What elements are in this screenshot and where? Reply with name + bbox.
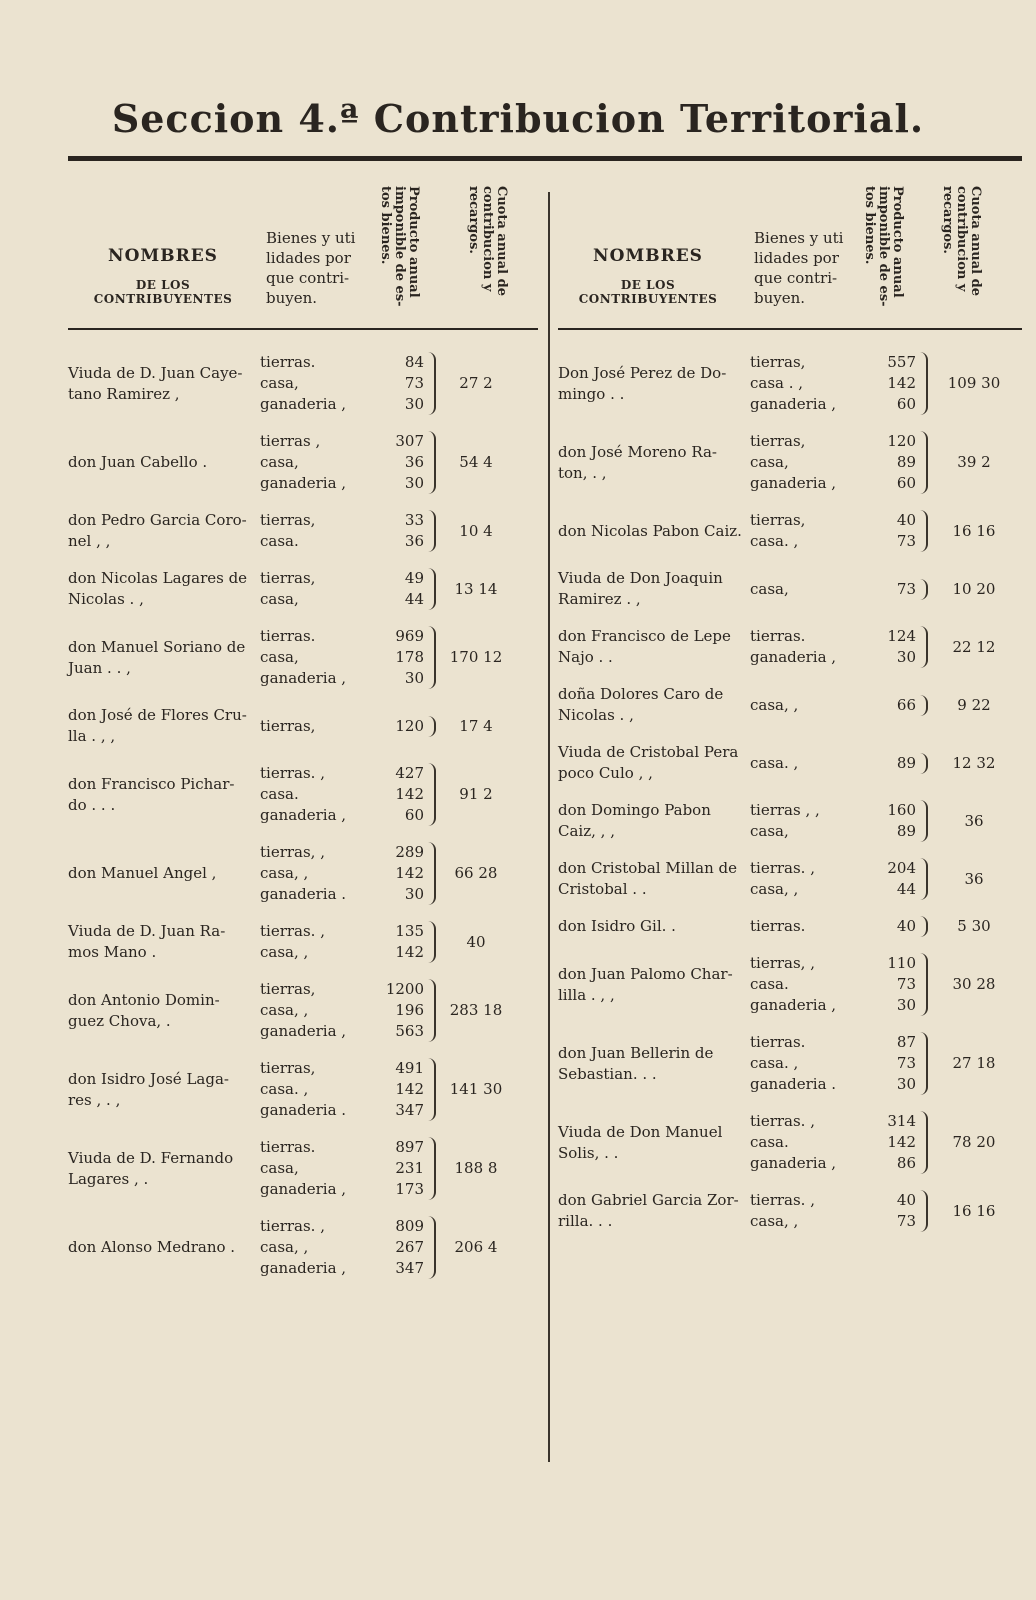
cuota-value: 78 20 — [952, 1133, 996, 1151]
product-value: 60 — [896, 395, 916, 413]
product-value: 73 — [896, 579, 916, 598]
cuota-value: 39 2 — [957, 453, 991, 471]
product-values — [854, 1111, 928, 1174]
contributor-name: don Nicolas Lagares de Nicolas . , — [68, 569, 248, 608]
property-type: casa. , — [750, 753, 799, 772]
contributor-entry — [558, 568, 1022, 610]
contributor-name: Don José Perez de Do- mingo . . — [558, 363, 727, 403]
property-type: casa, , — [260, 1238, 309, 1256]
property-type: tierras , — [260, 432, 321, 450]
cuota-value: 188 8 — [454, 1159, 498, 1177]
cuota-value: 206 4 — [454, 1238, 498, 1256]
product-value: 30 — [404, 669, 424, 687]
property-list — [260, 716, 368, 737]
cuota-value: 66 28 — [454, 864, 498, 882]
product-values — [368, 763, 436, 826]
property-type: casa, , — [260, 864, 309, 882]
property-type: ganaderia . — [260, 1101, 347, 1119]
names-header-sub: DE LOS CONTRIBUYENTES — [93, 278, 233, 306]
property-list — [260, 510, 368, 552]
names-header-sub: DE LOS CONTRIBUYENTES — [578, 278, 718, 306]
contributor-name: don Juan Bellerin de Sebastian. . . — [558, 1043, 714, 1083]
property-type: tierras. , — [750, 859, 815, 877]
property-list — [750, 916, 854, 937]
contributor-name: Viuda de D. Juan Caye- tano Ramirez , — [68, 363, 243, 403]
property-list — [750, 858, 854, 900]
property-type: casa, , — [750, 1212, 799, 1230]
cuota-value: 12 32 — [952, 753, 996, 772]
product-value: 30 — [404, 885, 424, 903]
property-list — [750, 579, 854, 600]
contributor-name: don Nicolas Pabon Caiz. — [558, 521, 742, 540]
property-type: casa, — [750, 822, 789, 840]
product-value: 30 — [896, 996, 916, 1014]
product-value: 897 — [395, 1138, 424, 1156]
property-type: casa, , — [750, 880, 799, 898]
contributor-entry — [558, 431, 1022, 494]
contributor-entry — [558, 858, 1022, 900]
names-header — [558, 246, 738, 306]
product-value: 142 — [395, 864, 424, 882]
product-values — [368, 352, 436, 415]
product-value: 66 — [896, 695, 916, 714]
product-values — [368, 921, 436, 963]
property-list — [750, 352, 854, 415]
contributor-name: don Domingo Pabon Caiz, , , — [558, 801, 711, 840]
property-list — [750, 1032, 854, 1095]
product-value: 30 — [404, 395, 424, 413]
contributor-entry — [558, 352, 1022, 415]
product-values — [854, 695, 928, 716]
contributor-entry — [68, 1216, 538, 1279]
product-value: 120 — [887, 432, 916, 450]
contributor-name: don Francisco de Lepe Najo . . — [558, 627, 731, 666]
product-value: 89 — [896, 822, 916, 840]
product-values — [368, 1216, 436, 1279]
property-type: tierras. — [260, 1138, 316, 1156]
property-type: tierras , , — [750, 801, 820, 819]
cuota-value: 283 18 — [449, 1001, 503, 1019]
property-type: casa. , — [260, 1080, 309, 1098]
cuota-value: 16 16 — [952, 1201, 996, 1220]
left-column — [68, 180, 538, 1295]
property-list — [750, 510, 854, 552]
product-value: 89 — [896, 453, 916, 471]
contributor-entry — [68, 705, 538, 747]
property-type: tierras. — [260, 353, 316, 371]
property-type: tierras. — [750, 917, 806, 935]
product-value: 30 — [404, 474, 424, 492]
product-value: 491 — [395, 1059, 424, 1077]
product-values — [368, 979, 436, 1042]
product-value: 120 — [395, 716, 424, 735]
property-list — [260, 1137, 368, 1200]
product-value: 267 — [395, 1238, 424, 1256]
property-list — [260, 763, 368, 826]
property-type: ganaderia , — [260, 1180, 347, 1198]
product-value: 40 — [896, 917, 916, 935]
contributor-name: Viuda de Don Manuel Solis, . . — [558, 1122, 723, 1162]
property-list — [260, 431, 368, 494]
property-type: tierras. — [260, 627, 316, 645]
cuota-value: 91 2 — [459, 785, 493, 803]
product-value: 40 — [896, 1191, 916, 1209]
product-values — [368, 842, 436, 905]
product-value: 60 — [404, 806, 424, 824]
cuota-value: 170 12 — [449, 648, 503, 666]
product-value: 178 — [395, 648, 424, 666]
contributor-entry — [558, 1032, 1022, 1095]
product-value: 969 — [395, 627, 424, 645]
contributor-entry — [68, 763, 538, 826]
product-value: 347 — [395, 1101, 424, 1119]
property-type: tierras, , — [750, 954, 815, 972]
property-type: tierras, — [260, 980, 316, 998]
cuota-value: 30 28 — [952, 975, 996, 993]
contributor-name: don Gabriel Garcia Zor- rilla. . . — [558, 1191, 739, 1230]
product-values — [854, 579, 928, 600]
property-list — [750, 1190, 854, 1232]
product-value: 135 — [395, 922, 424, 940]
property-type: casa, — [260, 1159, 299, 1177]
product-value: 173 — [395, 1180, 424, 1198]
property-type: tierras. , — [750, 1112, 815, 1130]
names-header-main: NOMBRES — [108, 246, 218, 266]
left-table-header — [68, 180, 538, 330]
product-values — [854, 510, 928, 552]
property-list — [750, 431, 854, 494]
right-column — [558, 180, 1022, 1248]
product-value: 557 — [887, 353, 916, 371]
property-list — [750, 753, 854, 774]
product-value: 36 — [404, 532, 424, 550]
contributor-name: don Antonio Domin- guez Chova, . — [68, 990, 220, 1030]
property-type: ganaderia , — [750, 395, 837, 413]
contributor-entry — [558, 916, 1022, 937]
contributor-name: don Francisco Pichar- do . . . — [68, 774, 235, 814]
contributor-entry — [68, 431, 538, 494]
product-value: 809 — [395, 1217, 424, 1235]
product-values — [854, 753, 928, 774]
product-value: 89 — [896, 753, 916, 772]
product-values — [854, 352, 928, 415]
product-value: 30 — [896, 1075, 916, 1093]
property-type: casa, , — [260, 943, 309, 961]
contributor-name: don Isidro Gil. . — [558, 917, 676, 935]
product-value: 73 — [896, 975, 916, 993]
property-type: tierras. , — [260, 922, 325, 940]
product-values — [368, 431, 436, 494]
property-list — [750, 695, 854, 716]
cuota-value: 27 2 — [459, 374, 493, 392]
property-type: tierras, — [260, 511, 316, 529]
product-values — [368, 1058, 436, 1121]
contributor-entry — [68, 568, 538, 610]
contributor-name: don Cristobal Millan de Cristobal . . — [558, 859, 737, 898]
property-type: tierras, , — [260, 843, 325, 861]
property-type: tierras. — [750, 1033, 806, 1051]
contributor-name: Viuda de D. Fernando Lagares , . — [68, 1148, 234, 1188]
property-list — [260, 352, 368, 415]
contributor-entry — [558, 800, 1022, 842]
column-divider — [548, 192, 550, 1462]
cuota-value: 36 — [964, 869, 984, 888]
product-value: 231 — [395, 1159, 424, 1177]
property-list — [260, 979, 368, 1042]
property-list — [260, 568, 368, 610]
product-values — [854, 1032, 928, 1095]
contributor-entry — [68, 626, 538, 689]
cuota-value: 22 12 — [952, 637, 996, 656]
names-header — [68, 246, 258, 306]
property-type: ganaderia . — [260, 885, 347, 903]
contributor-name: don José de Flores Cru- lla . , , — [68, 706, 247, 745]
contributor-name: Viuda de Cristobal Pera poco Culo , , — [558, 743, 739, 782]
product-value: 347 — [395, 1259, 424, 1277]
product-value: 142 — [395, 785, 424, 803]
property-type: casa . , — [750, 374, 804, 392]
property-list — [260, 842, 368, 905]
page-title: Seccion 4.ª Contribucion Territorial. — [111, 96, 925, 141]
property-type: tierras, — [260, 1059, 316, 1077]
cuota-value: 36 — [964, 811, 984, 830]
contributor-entry — [558, 684, 1022, 726]
property-type: tierras. , — [260, 1217, 325, 1235]
cuota-value: 109 30 — [947, 374, 1001, 392]
property-type: ganaderia , — [260, 1259, 347, 1277]
product-values — [854, 431, 928, 494]
title-rule — [68, 156, 1022, 161]
property-type: casa, — [260, 590, 299, 608]
cuota-value: 13 14 — [454, 579, 498, 598]
cuota-header: Cuota anual de contribucion y recargos. — [466, 186, 509, 296]
property-type: tierras. — [750, 627, 806, 645]
product-value: 73 — [404, 374, 424, 392]
product-value: 196 — [395, 1001, 424, 1019]
property-type: tierras, — [260, 569, 316, 587]
product-values — [368, 568, 436, 610]
bienes-header: Bienes y uti lidades por que contri- buyen. — [266, 229, 356, 307]
cuota-header: Cuota anual de contribucion y recargos. — [940, 186, 983, 296]
cuota-value: 5 30 — [957, 917, 991, 935]
product-values — [368, 716, 436, 737]
contributor-name: don Juan Cabello . — [68, 453, 208, 471]
contributor-name: don Manuel Soriano de Juan . . , — [68, 637, 246, 677]
property-type: casa, — [750, 579, 789, 598]
product-values — [854, 626, 928, 668]
contributor-name: don Alonso Medrano . — [68, 1238, 236, 1256]
contributor-name: Viuda de Don Joaquin Ramirez . , — [558, 569, 723, 608]
property-list — [260, 1216, 368, 1279]
product-value: 160 — [887, 801, 916, 819]
product-values — [368, 626, 436, 689]
product-value: 73 — [896, 1212, 916, 1230]
contributor-entry — [558, 953, 1022, 1016]
cuota-value: 9 22 — [957, 695, 991, 714]
property-type: casa, , — [750, 695, 799, 714]
contributor-entry — [68, 842, 538, 905]
left-entries — [68, 330, 538, 1279]
product-value: 142 — [395, 1080, 424, 1098]
contributor-entry — [558, 510, 1022, 552]
cuota-value: 54 4 — [459, 453, 493, 471]
property-type: casa, — [750, 453, 789, 471]
property-type: casa. — [750, 975, 789, 993]
contributor-name: don Manuel Angel , — [68, 864, 217, 882]
property-type: tierras, — [750, 432, 806, 450]
cuota-value: 10 20 — [952, 579, 996, 598]
cuota-value: 141 30 — [449, 1080, 503, 1098]
cuota-value: 16 16 — [952, 521, 996, 540]
product-value: 84 — [404, 353, 424, 371]
product-value: 142 — [887, 1133, 916, 1151]
property-type: casa. , — [750, 1054, 799, 1072]
property-list — [260, 1058, 368, 1121]
contributor-name: don Pedro Garcia Coro- nel , , — [68, 511, 247, 550]
product-value: 33 — [404, 511, 424, 529]
product-value: 314 — [887, 1112, 916, 1130]
product-value: 40 — [896, 511, 916, 529]
product-value: 44 — [404, 590, 424, 608]
names-header-main: NOMBRES — [593, 246, 703, 266]
property-type: ganaderia , — [750, 648, 837, 666]
product-value: 307 — [395, 432, 424, 450]
producto-header: Producto anual imponible de es- tos bienes. — [862, 186, 905, 307]
product-value: 142 — [395, 943, 424, 961]
product-values — [368, 1137, 436, 1200]
product-values — [854, 800, 928, 842]
contributor-name: doña Dolores Caro de Nicolas . , — [558, 685, 724, 724]
property-type: ganaderia , — [260, 395, 347, 413]
product-value: 60 — [896, 474, 916, 492]
contributor-entry — [68, 1137, 538, 1200]
property-type: casa, — [260, 648, 299, 666]
property-type: casa. , — [750, 532, 799, 550]
property-type: ganaderia , — [260, 1022, 347, 1040]
cuota-value: 17 4 — [459, 716, 493, 735]
cuota-value: 40 — [466, 932, 486, 951]
property-list — [750, 626, 854, 668]
product-value: 73 — [896, 1054, 916, 1072]
product-value: 86 — [896, 1154, 916, 1172]
product-values — [854, 1190, 928, 1232]
contributor-entry — [68, 1058, 538, 1121]
property-type: casa. — [260, 785, 299, 803]
property-type: casa. — [750, 1133, 789, 1151]
property-type: tierras. , — [750, 1191, 815, 1209]
product-value: 36 — [404, 453, 424, 471]
product-values — [368, 510, 436, 552]
property-type: ganaderia , — [260, 806, 347, 824]
product-value: 142 — [887, 374, 916, 392]
producto-header: Producto anual imponible de es- tos bienes. — [378, 186, 421, 307]
property-type: tierras. , — [260, 764, 325, 782]
contributor-name: Viuda de D. Juan Ra- mos Mano . — [68, 922, 226, 961]
property-type: casa. — [260, 532, 299, 550]
property-type: ganaderia , — [260, 474, 347, 492]
cuota-value: 10 4 — [459, 521, 493, 540]
property-type: casa, — [260, 374, 299, 392]
contributor-entry — [68, 352, 538, 415]
contributor-entry — [558, 1190, 1022, 1232]
contributor-entry — [68, 510, 538, 552]
product-value: 44 — [896, 880, 916, 898]
product-value: 110 — [887, 954, 916, 972]
property-type: ganaderia , — [750, 996, 837, 1014]
contributor-entry — [68, 921, 538, 963]
property-type: casa, — [260, 453, 299, 471]
product-value: 87 — [896, 1033, 916, 1051]
right-table-header — [558, 180, 1022, 330]
contributor-entry — [558, 742, 1022, 784]
contributor-entry — [68, 979, 538, 1042]
product-value: 124 — [887, 627, 916, 645]
product-value: 563 — [395, 1022, 424, 1040]
property-list — [260, 626, 368, 689]
product-value: 73 — [896, 532, 916, 550]
property-type: tierras, — [260, 716, 316, 735]
contributor-entry — [558, 1111, 1022, 1174]
contributor-entry — [558, 626, 1022, 668]
product-values — [854, 916, 928, 937]
property-type: ganaderia , — [750, 474, 837, 492]
product-values — [854, 953, 928, 1016]
property-type: casa, , — [260, 1001, 309, 1019]
product-value: 1200 — [385, 980, 424, 998]
product-value: 49 — [404, 569, 424, 587]
property-list — [260, 921, 368, 963]
property-list — [750, 1111, 854, 1174]
property-list — [750, 800, 854, 842]
bienes-header: Bienes y uti lidades por que contri- buyen. — [754, 229, 844, 307]
property-list — [750, 953, 854, 1016]
property-type: tierras, — [750, 353, 806, 371]
product-value: 204 — [887, 859, 916, 877]
property-type: ganaderia , — [750, 1154, 837, 1172]
product-value: 30 — [896, 648, 916, 666]
product-values — [854, 858, 928, 900]
property-type: ganaderia . — [750, 1075, 837, 1093]
cuota-value: 27 18 — [952, 1054, 996, 1072]
property-type: tierras, — [750, 511, 806, 529]
contributor-name: don Isidro José Laga- res , . , — [68, 1069, 229, 1109]
contributor-name: don Juan Palomo Char- lilla . , , — [558, 964, 733, 1004]
property-type: ganaderia , — [260, 669, 347, 687]
product-value: 427 — [395, 764, 424, 782]
right-entries — [558, 330, 1022, 1232]
contributor-name: don José Moreno Ra- ton, . , — [558, 442, 717, 482]
product-value: 289 — [395, 843, 424, 861]
